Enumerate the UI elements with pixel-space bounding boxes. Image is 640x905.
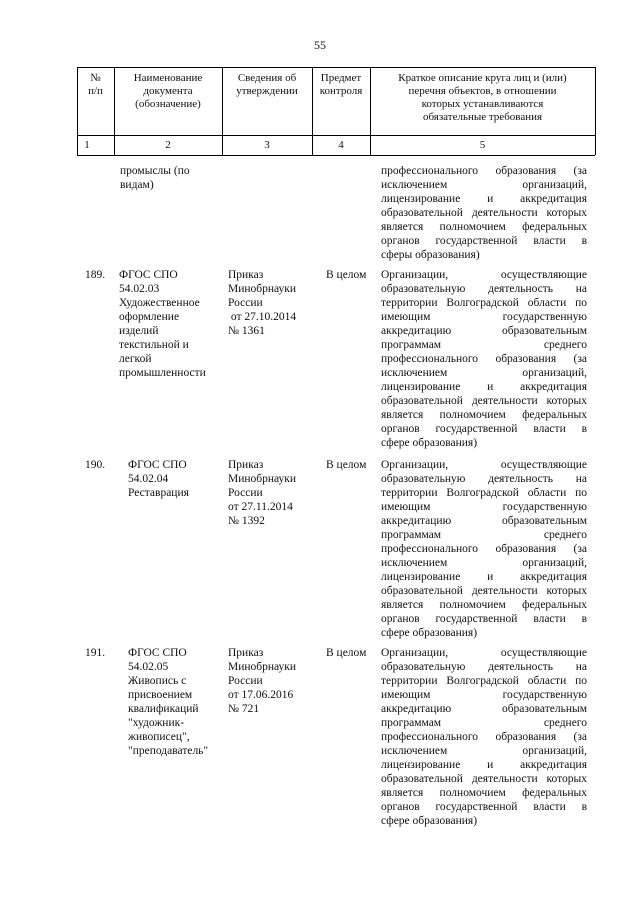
row-description: Организации, осуществляющие образовательную деятельность на территории Волгоградской области по имеющим государственную аккредитацию образовательным программам среднего профессионального образования (за исключением организаций, лицензирование и аккредитация образовательной деятельности которых является полномочием федеральных органов государственной власти в сфере образования) [381,269,587,449]
row-number: 191. [85,647,106,659]
header-col-subject: Предмет контроля [319,72,363,97]
continuation-description: профессионального образования (за исключением организаций, лицензирование и аккредитация образовательной деятельности которых является полномочием федеральных органов государственной власти в сферы образования) [381,165,587,261]
table-top-border [77,67,595,68]
column-number-5: 5 [479,139,486,151]
row-description: Организации, осуществляющие образовательную деятельность на территории Волгоградской области по имеющим государственную аккредитацию образовательным программам среднего профессионального образования (за исключением организаций, лицензирование и аккредитация образовательной деятельности которых является полномочием федеральных органов государственной власти в сфере образования) [381,459,587,639]
number-row-bottom-border [77,155,595,156]
row-number: 190. [85,459,106,471]
header-col-name: Наименование документа (обозначение) [133,72,203,110]
column-number-2: 2 [165,139,171,151]
row-description: Организации, осуществляющие образовательную деятельность на территории Волгоградской области по имеющим государственную аккредитацию образовательным программам среднего профессионального образования (за исключением организаций, лицензирование и аккредитация образовательной деятельности которых является полномочием федеральных органов государственной власти в сфере образования) [381,647,587,827]
row-document-name: ФГОС СПО 54.02.04 Реставрация [128,459,189,499]
header-col-approval: Сведения об утверждении [236,72,298,97]
column-number-3: 3 [264,139,270,151]
row-subject: В целом [326,269,367,281]
header-col-description: Краткое описание круга лиц и (или) перечня объектов, в отношении которых устанавливаются обязательные требования [398,72,567,123]
continuation-name: промыслы (по видам) [120,165,190,191]
column-number-1: 1 [84,139,90,151]
row-approval: Приказ Минобрнауки России от 17.06.2016 № 721 [228,647,297,715]
row-approval: Приказ Минобрнауки России от 27.10.2014 № 1361 [228,269,297,337]
page-number: 55 [314,38,326,52]
row-approval: Приказ Минобрнауки России от 27.11.2014 № 1392 [228,459,297,527]
row-number: 189. [85,269,106,281]
header-col-number: № п/п [88,72,103,97]
header-bottom-border [77,135,595,136]
row-subject: В целом [326,647,367,659]
column-number-4: 4 [338,139,344,151]
row-document-name: ФГОС СПО 54.02.03 Художественное оформление изделий текстильной и легкой промышленности [119,269,206,379]
col-border [595,67,596,155]
row-document-name: ФГОС СПО 54.02.05 Живопись с присвоением квалификаций "художник- живописец", "преподаватель" [128,647,209,757]
row-subject: В целом [326,459,367,471]
